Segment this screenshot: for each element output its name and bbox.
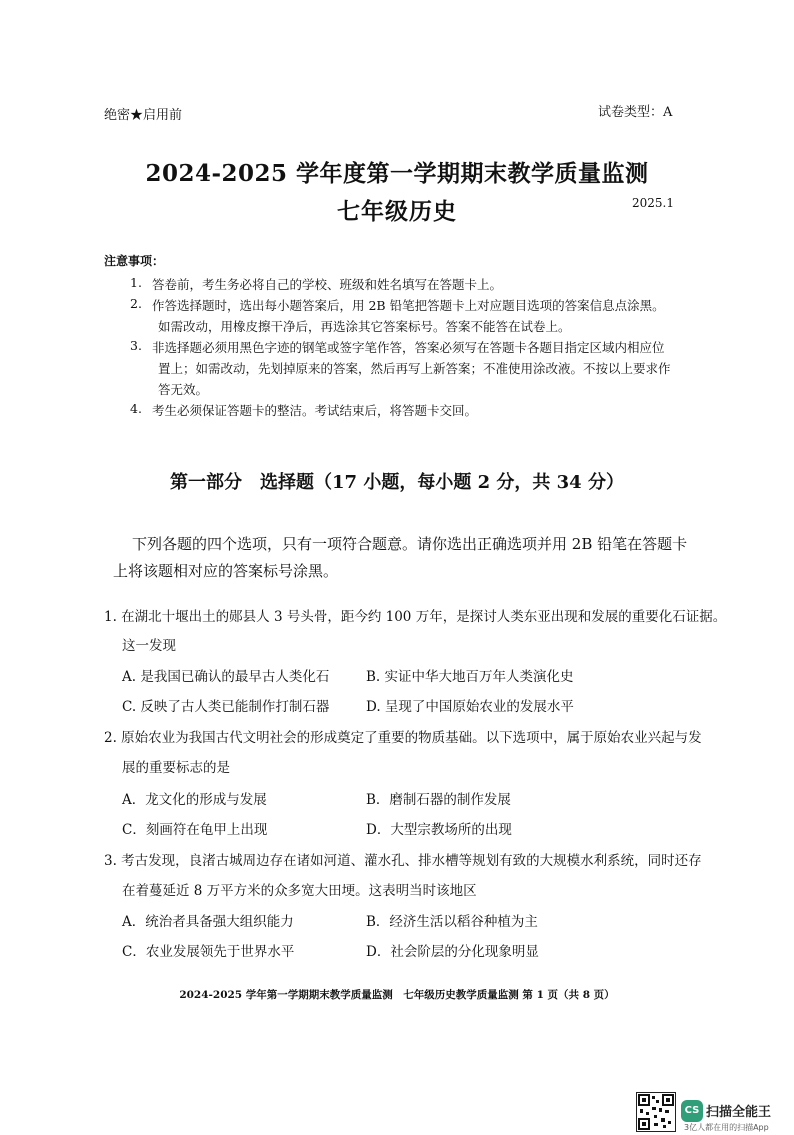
section-intro-line-1: 下列各题的四个选项，只有一项符合题意。请你选出正确选项并用 2B 铅笔在答题卡 [132,535,688,553]
question-1-stem-line-1: 1. 在湖北十堰出土的郧县人 3 号头骨，距今约 100 万年，是探讨人类东亚出现和发展的重要化石证据。 [104,609,727,625]
scanner-app-tagline: 3亿人都在用的扫描App [684,1123,769,1132]
page-footer: 2024-2025 学年第一学期期末教学质量监测 七年级历史教学质量监测 第 1 页（共 8 页） [179,989,615,1001]
scanner-logo-icon: CS [681,1100,703,1122]
question-1-option-a[interactable]: A. 是我国已确认的最早古人类化石 [122,669,330,685]
question-2-option-b[interactable]: B．磨制石器的制作发展 [366,792,511,808]
notice-item-3-line-1: 非选择题必须用黑色字迹的钢笔或签字笔作答，答案必须写在答题卡各题目指定区域内相应位 [152,340,665,355]
scanner-app-name: 扫描全能王 [706,1105,772,1120]
question-3-option-d[interactable]: D．社会阶层的分化现象明显 [366,944,539,960]
notice-item-3-num: 3. [130,338,142,353]
notice-item-1-line-1: 答卷前，考生务必将自己的学校、班级和姓名填写在答题卡上。 [152,277,503,292]
question-1-option-c[interactable]: C. 反映了古人类已能制作打制石器 [122,699,330,715]
question-3-option-a[interactable]: A．统治者具备强大组织能力 [122,914,294,930]
question-2-option-a[interactable]: A．龙文化的形成与发展 [122,792,267,808]
notice-item-4-num: 4. [130,401,142,416]
question-2-stem-line-1: 2. 原始农业为我国古代文明社会的形成奠定了重要的物质基础。以下选项中，属于原始农业兴起与发 [104,730,702,746]
question-2-stem-line-2: 展的重要标志的是 [122,760,230,776]
question-2-option-d[interactable]: D．大型宗教场所的出现 [366,822,512,838]
question-3-option-c[interactable]: C．农业发展领先于世界水平 [122,944,295,960]
question-3-stem-line-2: 在着蔓延近 8 万平方米的众多宽大田埂。这表明当时该地区 [122,883,477,899]
exam-date: 2025.1 [632,196,674,210]
section-title: 第一部分 选择题（17 小题，每小题 2 分，共 34 分） [170,472,624,493]
notice-item-1-num: 1. [130,275,142,290]
confidential-label: 绝密★启用前 [104,108,183,123]
notice-item-2-line-2: 如需改动，用橡皮擦干净后，再选涂其它答案标号。答案不能答在试卷上。 [158,319,571,334]
question-2-option-c[interactable]: C．刻画符在龟甲上出现 [122,822,268,838]
notice-item-2-num: 2. [130,296,142,311]
question-3-option-b[interactable]: B．经济生活以稻谷种植为主 [366,914,538,930]
page-title: 2024-2025 学年度第一学期期末教学质量监测 [145,160,649,187]
question-1-option-b[interactable]: B. 实证中华大地百万年人类演化史 [366,669,574,685]
subject-title: 七年级历史 [337,198,457,225]
notice-item-3-line-3: 答无效。 [158,382,209,397]
section-intro-line-2: 上将该题相对应的答案标号涂黑。 [113,562,339,580]
notice-item-3-line-2: 置上；如需改动，先划掉原来的答案，然后再写上新答案；不准使用涂改液。不按以上要求作 [158,361,671,376]
notice-item-2-line-1: 作答选择题时，选出每小题答案后，用 2B 铅笔把答题卡上对应题目选项的答案信息点涂黑。 [152,298,665,313]
paper-type-label: 试卷类型：A [598,105,673,120]
qr-code-icon [636,1092,676,1132]
question-1-option-d[interactable]: D. 呈现了中国原始农业的发展水平 [366,699,574,715]
notice-item-4-line-1: 考生必须保证答题卡的整洁。考试结束后，将答题卡交回。 [152,403,478,418]
question-3-stem-line-1: 3. 考古发现，良渚古城周边存在诸如河道、灌水孔、排水槽等规划有致的大规模水利系统，同时还存 [104,853,702,869]
question-1-stem-line-2: 这一发现 [122,638,176,654]
notice-heading: 注意事项： [104,254,165,268]
